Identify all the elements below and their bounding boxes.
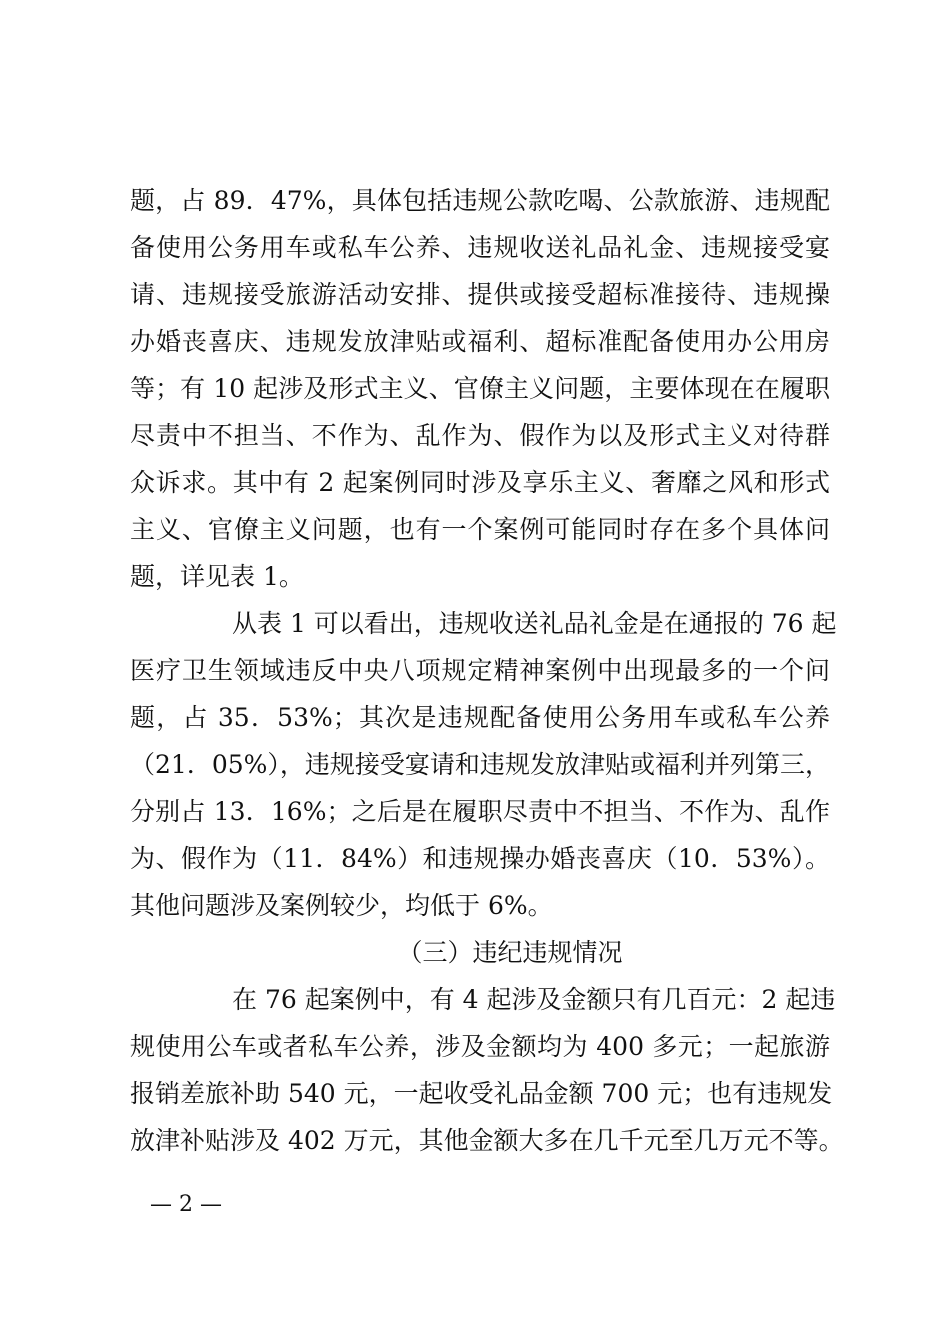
paragraph-line: 题，占 89．47%，具体包括违规公款吃喝、公款旅游、违规配 [130,186,830,215]
paragraph-line: 尽责中不担当、不作为、乱作为、假作为以及形式主义对待群 [130,421,830,450]
paragraph-line: 题，详见表 1。 [130,562,304,591]
paragraph-line: 报销差旅补助 540 元，一起收受礼品金额 700 元；也有违规发 [130,1079,833,1108]
paragraph-line: 主义、官僚主义问题，也有一个案例可能同时存在多个具体问 [130,515,830,544]
paragraph-line: 其他问题涉及案例较少，均低于 6%。 [130,891,553,920]
paragraph-line: 等；有 10 起涉及形式主义、官僚主义问题，主要体现在在履职 [130,374,830,403]
paragraph-line: 办婚丧喜庆、违规发放津贴或福利、超标准配备使用办公用房 [130,327,830,356]
section-heading: （三）违纪违规情况 [397,938,623,967]
paragraph-line: 在 76 起案例中，有 4 起涉及金额只有几百元：2 起违 [232,985,836,1014]
paragraph-line: 题，占 35．53%；其次是违规配备使用公务用车或私车公养 [130,703,830,732]
page-number: — 2 — [150,1192,222,1217]
paragraph-line: 规使用公车或者私车公养，涉及金额均为 400 多元；一起旅游 [130,1032,830,1061]
paragraph-line: 请、违规接受旅游活动安排、提供或接受超标准接待、违规操 [130,280,830,309]
paragraph-line: 从表 1 可以看出，违规收送礼品礼金是在通报的 76 起 [232,609,837,638]
paragraph-line: 分别占 13．16%；之后是在履职尽责中不担当、不作为、乱作 [130,797,830,826]
paragraph-line: （21．05%），违规接受宴请和违规发放津贴或福利并列第三， [130,750,830,779]
paragraph-line: 众诉求。其中有 2 起案例同时涉及享乐主义、奢靡之风和形式 [130,468,830,497]
paragraph-line: 医疗卫生领域违反中央八项规定精神案例中出现最多的一个问 [130,656,830,685]
paragraph-line: 放津补贴涉及 402 万元，其他金额大多在几千元至几万元不等。 [130,1126,844,1155]
paragraph-line: 备使用公务用车或私车公养、违规收送礼品礼金、违规接受宴 [130,233,830,262]
paragraph-line: 为、假作为（11．84%）和违规操办婚丧喜庆（10．53%）。 [130,844,830,873]
